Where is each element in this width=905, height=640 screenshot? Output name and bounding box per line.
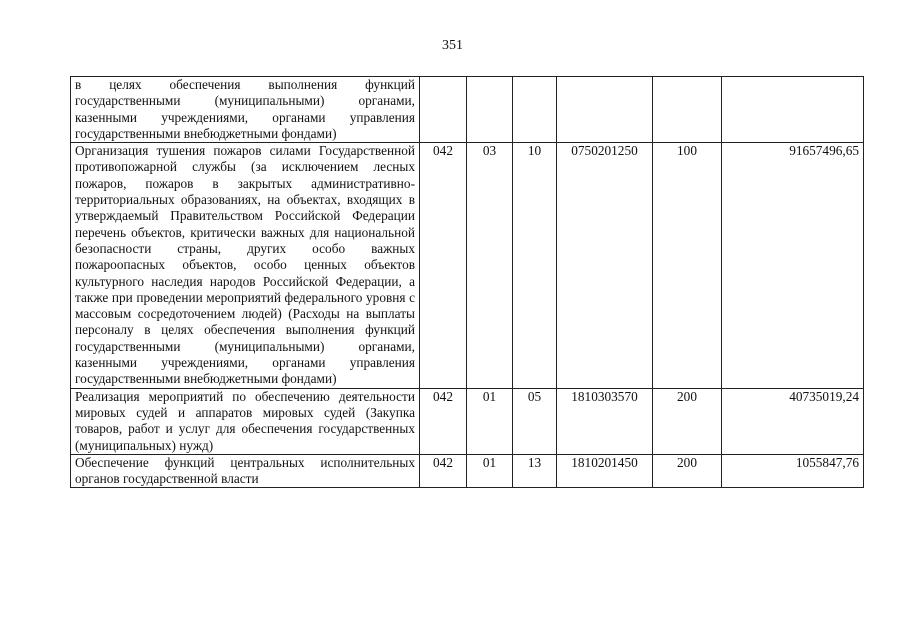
row-section [467,77,513,143]
row-subsection: 13 [513,454,557,488]
row-amount [722,77,864,143]
row-description: Обеспечение функций центральных исполнительных органов государственной власти [71,454,420,488]
budget-table [70,76,864,488]
row-expense-type: 200 [653,388,722,454]
row-amount: 40735019,24 [722,388,864,454]
row-ministry [420,77,467,143]
row-ministry: 042 [420,388,467,454]
row-subsection: 10 [513,143,557,388]
row-amount: 91657496,65 [722,143,864,388]
page-number: 351 [442,38,463,53]
row-subsection [513,77,557,143]
row-description: Реализация мероприятий по обеспечению деятельности мировых судей и аппаратов мировых судей (Закупка товаров, работ и услуг для обеспечения государственных (муниципальных) нужд) [71,388,420,454]
row-ministry: 042 [420,454,467,488]
row-expense-type: 100 [653,143,722,388]
row-subsection: 05 [513,388,557,454]
row-expense-type: 200 [653,454,722,488]
row-amount: 1055847,76 [722,454,864,488]
row-description: Организация тушения пожаров силами Государственной противопожарной службы (за исключением лесных пожаров, пожаров в закрытых административно-территориальных образованиях, на объектах, входящих в утверждаемый Правительством Российской Федерации перечень объектов, критически важных для национальной безопасности страны, других особо важных пожароопасных объектов, особо ценных объектов культурного наследия народов Российской Федерации, а также при проведении мероприятий федерального уровня с массовым сосредоточением людей) (Расходы на выплаты персоналу в целях обеспечения выполнения функций государственными (муниципальными) органами, казенными учреждениями, органами управления государственными внебюджетными фондами) [71,143,420,388]
row-expense-type [653,77,722,143]
row-target-article [557,77,653,143]
table-row [71,454,864,488]
row-description: в целях обеспечения выполнения функций государственными (муниципальными) органами, казенными учреждениями, органами управления государственными внебюджетными фондами) [71,77,420,143]
row-section: 03 [467,143,513,388]
table-row [71,388,864,454]
row-target-article: 1810303570 [557,388,653,454]
row-section: 01 [467,388,513,454]
row-section: 01 [467,454,513,488]
row-ministry: 042 [420,143,467,388]
table-row [71,77,864,143]
row-target-article: 0750201250 [557,143,653,388]
table-row [71,143,864,388]
row-target-article: 1810201450 [557,454,653,488]
